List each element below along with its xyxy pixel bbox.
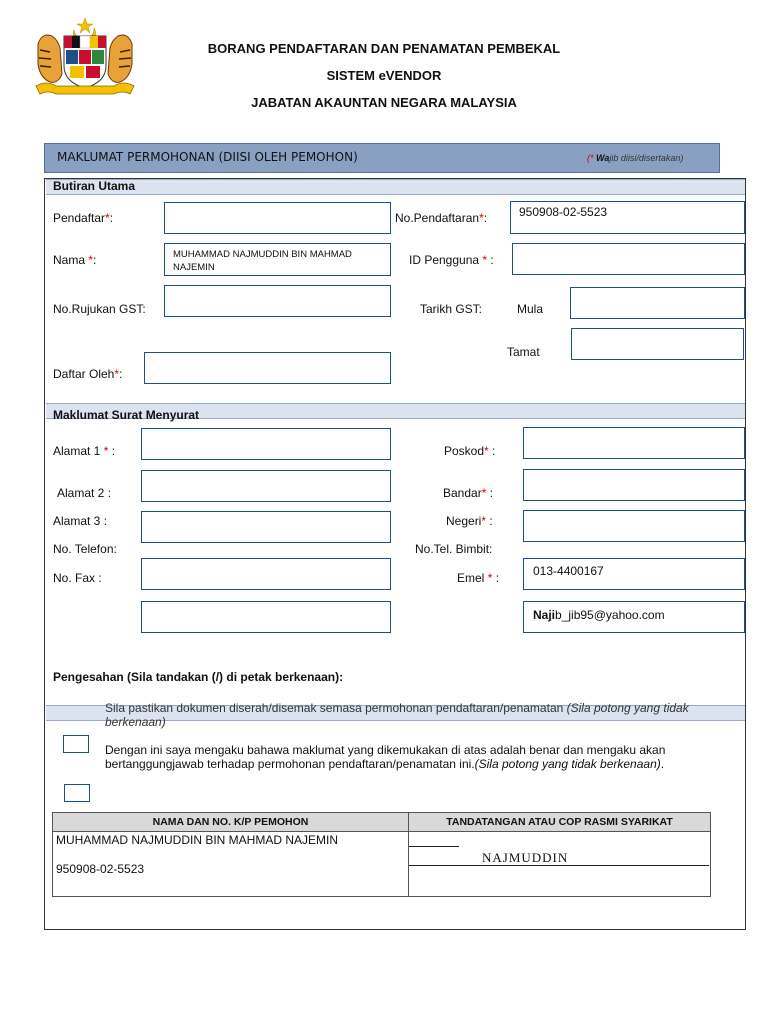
pengesahan-checkbox-2[interactable] [64,784,90,802]
bimbit-field[interactable]: 013-4400167 [523,558,745,590]
negeri-label: Negeri* : [446,514,493,528]
fax-field[interactable] [141,558,391,590]
malaysia-coat-of-arms-logo [30,16,140,98]
alamat3-field[interactable] [141,511,391,543]
pengesahan-item2-text: Dengan ini saya mengaku bahawa maklumat yang dikemukakan di atas adalah benar dan mengaku akan bertanggungjawab terhadap permohonan pendaftaran/penamatan ini.(Sila potong yang tidak berkenaan). [105,743,666,771]
applicant-name: MUHAMMAD NAJMUDDIN BIN MAHMAD NAJEMIN [56,833,338,847]
negeri-field[interactable] [523,510,745,542]
section-title-surat: Maklumat Surat Menyurat [53,408,200,422]
alamat2-field[interactable] [141,470,391,502]
banner-title: MAKLUMAT PERMOHONAN (DIISI OLEH PEMOHON) [57,150,358,164]
signature-cell [409,832,711,897]
nama-label: Nama *: [53,253,97,267]
pendaftar-field[interactable] [164,202,391,234]
table-header-name: NAMA DAN NO. K/P PEMOHON [53,813,409,832]
section-title-butiran: Butiran Utama [53,179,136,193]
poskod-field[interactable] [523,427,745,459]
telefon-label: No. Telefon: [53,542,117,556]
applicant-cell [53,832,409,897]
applicant-ic: 950908-02-5523 [56,862,145,876]
tamat-label: Tamat [507,345,540,359]
bimbit-label: No.Tel. Bimbit: [415,542,493,556]
system-title: SISTEM eVENDOR [326,68,442,83]
pengesahan-checkbox-1[interactable] [63,735,89,753]
rujukan-gst-field[interactable] [164,285,391,317]
id-pengguna-field[interactable] [512,243,745,275]
tamat-date-field[interactable] [571,328,744,360]
tarikh-gst-label: Tarikh GST: [420,302,483,316]
poskod-label: Poskod* : [444,444,496,458]
signature-text: NAJMUDDIN [482,850,569,865]
table-header-signature: TANDATANGAN ATAU COP RASMI SYARIKAT [409,813,711,832]
pengesahan-item1-text: Sila pastikan dokumen diserah/disemak semasa permohonan pendaftaran/penamatan (Sila potong yang tidak berkenaan) [105,701,689,729]
mula-label: Mula [517,302,544,316]
id-pengguna-label: ID Pengguna * : [409,253,494,267]
pengesahan-title: Pengesahan (Sila tandakan (/) di petak berkenaan): [53,670,344,684]
signature-line-top [409,846,459,847]
bandar-field[interactable] [523,469,745,501]
alamat1-label: Alamat 1 * : [53,444,116,458]
daftar-oleh-label: Daftar Oleh*: [53,367,123,381]
no-pendaftaran-field[interactable]: 950908-02-5523 [510,201,745,234]
applicant-signature-table [52,812,711,897]
fax-label: No. Fax : [53,571,102,585]
mula-date-field[interactable] [570,287,745,319]
section-bar-butiran [46,179,745,195]
signature-line [409,865,709,866]
no-pendaftaran-label: No.Pendaftaran*: [395,211,488,225]
form-title: BORANG PENDAFTARAN DAN PENAMATAN PEMBEKAL [207,41,561,56]
required-note: (* Wajib diisi/disertakan) [587,153,684,163]
extra-field[interactable] [141,601,391,633]
alamat2-label: Alamat 2 : [57,486,112,500]
rujukan-gst-label: No.Rujukan GST: [53,302,146,316]
application-info-banner [44,143,720,173]
pendaftar-label: Pendaftar*: [53,211,114,225]
emel-label: Emel * : [457,571,500,585]
department-title: JABATAN AKAUNTAN NEGARA MALAYSIA [251,95,517,110]
daftar-oleh-field[interactable] [144,352,391,384]
nama-field[interactable]: MUHAMMAD NAJMUDDIN BIN MAHMAD NAJEMIN [164,243,391,276]
emel-field[interactable]: Najib_jib95@yahoo.com [523,601,745,633]
alamat3-label: Alamat 3 : [53,514,108,528]
alamat1-field[interactable] [141,428,391,460]
bandar-label: Bandar* : [443,486,494,500]
